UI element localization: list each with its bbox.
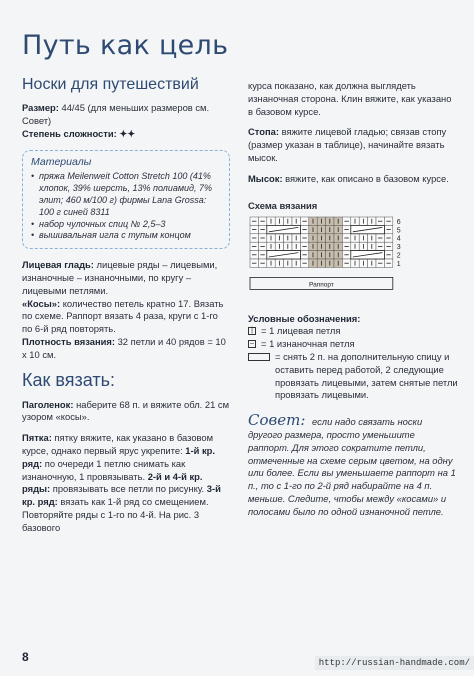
chart-row-number: 4: [396, 235, 401, 243]
knit-stitch-icon: |: [248, 327, 256, 335]
foot-paragraph: Стопа: вяжите лицевой гладью; связав стопу (размер указан в таблице), начинайте вязать мысок.: [248, 126, 447, 163]
cable-cross-icon: [248, 353, 270, 361]
materials-item-needles: • набор чулочных спиц № 2,5–3: [31, 219, 221, 231]
left-column: [22, 76, 230, 535]
chart-row-number: 5: [396, 226, 401, 234]
how-to-knit-heading: Как вязать:: [22, 369, 115, 390]
cables-paragraph: «Косы»: количество петель кратно 17. Вязать по схеме. Раппорт вязать 4 раза, круги с 1-го по 6-й ряд повторять.: [22, 297, 224, 335]
heel-paragraph: Пятка: пятку вяжите, как указано в базовом курсе, однако первый ярус укрепите: 1-й кр. ряд: по очереди 1 петлю снимать как изнаночную, 1 провязывать. 2-й и 4-й кр. ряды: провязывать все петли по рисунку. 3-й кр. ряд: вязать как 1-й ряд со смещением. Повторяйте ряды с 1-го по 4-й. На рис. 3 базового: [22, 432, 221, 533]
chart-row-number: 2: [396, 252, 401, 260]
chart-row-number: 1: [396, 260, 401, 268]
cuff-paragraph: Паголенок: наберите 68 п. и вяжите обл. 21 см узором «косы».: [22, 398, 230, 423]
page-number: 8: [22, 650, 29, 664]
materials-title: Материалы: [31, 156, 92, 169]
repeat-label: Раппорт: [308, 280, 334, 288]
chart-title: Схема вязания: [248, 199, 318, 211]
size-line: Размер: 44/45 (для меньших размеров см. Совет): [22, 102, 210, 126]
materials-item-tapestry-needle: • вышивальная игла с тупым концом: [31, 230, 221, 242]
knitting-chart-grid: [248, 215, 418, 305]
gauge-paragraph: Плотность вязания: 32 петли и 40 рядов = 10 х 10 см.: [22, 335, 226, 360]
chart-row-number: 3: [396, 243, 401, 251]
legend-purl: – = 1 изнаночная петля: [248, 338, 458, 351]
legend-cable: = снять 2 п. на дополнительную спицу и оставить перед работой, 2 следующие провязать лицевыми, затем снятые петли провязать лицевыми.: [248, 351, 458, 402]
stockinette-paragraph: Лицевая гладь: лицевые ряды – лицевыми, изнаночные – изнаночными, по кругу – лицевыми петлями.: [22, 259, 218, 296]
purl-stitch-icon: –: [248, 340, 256, 348]
advice-label: Совет:: [248, 411, 306, 430]
chart-row-number: 6: [396, 218, 401, 226]
difficulty-line: Степень сложности: ✦✦: [22, 127, 136, 139]
pattern-subtitle: Носки для путешествий: [22, 76, 199, 93]
right-column: [248, 80, 458, 519]
legend-title: Условные обозначения:: [248, 312, 361, 324]
source-url: http://russian-handmade.com/: [315, 656, 474, 670]
materials-box: [22, 150, 230, 249]
legend-knit: | = 1 лицевая петля: [248, 325, 458, 338]
advice-paragraph: Совет: если надо связать носки другого размера, просто уменьшите раппорт. Для этого сократите петли, отмеченные на схеме серым цветом, на одну или более. Если вы уменьшаете раппорт на 1 п., то с 1-го по 2-й ряд набирайте на 4 п. меньше. Следите, чтобы между «косами» и полосами было по одной изнаночной петле.: [248, 411, 456, 517]
heel-continued-paragraph: курса показано, как должна выглядеть изнаночная сторона. Клин вяжите, как указано в базовом курсе.: [248, 80, 452, 117]
page-title: Путь как цель: [22, 30, 229, 61]
knitting-chart: [248, 215, 418, 305]
materials-item-yarn: • пряжа Meilenweit Cotton Stretch 100 (41% хлопок, 39% шерсть, 13% полиамид, 7% элит; 460 м/100 г) фирмы Lana Grossa: 100 г синей 8311: [31, 171, 221, 218]
toe-paragraph: Мысок: вяжите, как описано в базовом курсе.: [248, 172, 449, 184]
